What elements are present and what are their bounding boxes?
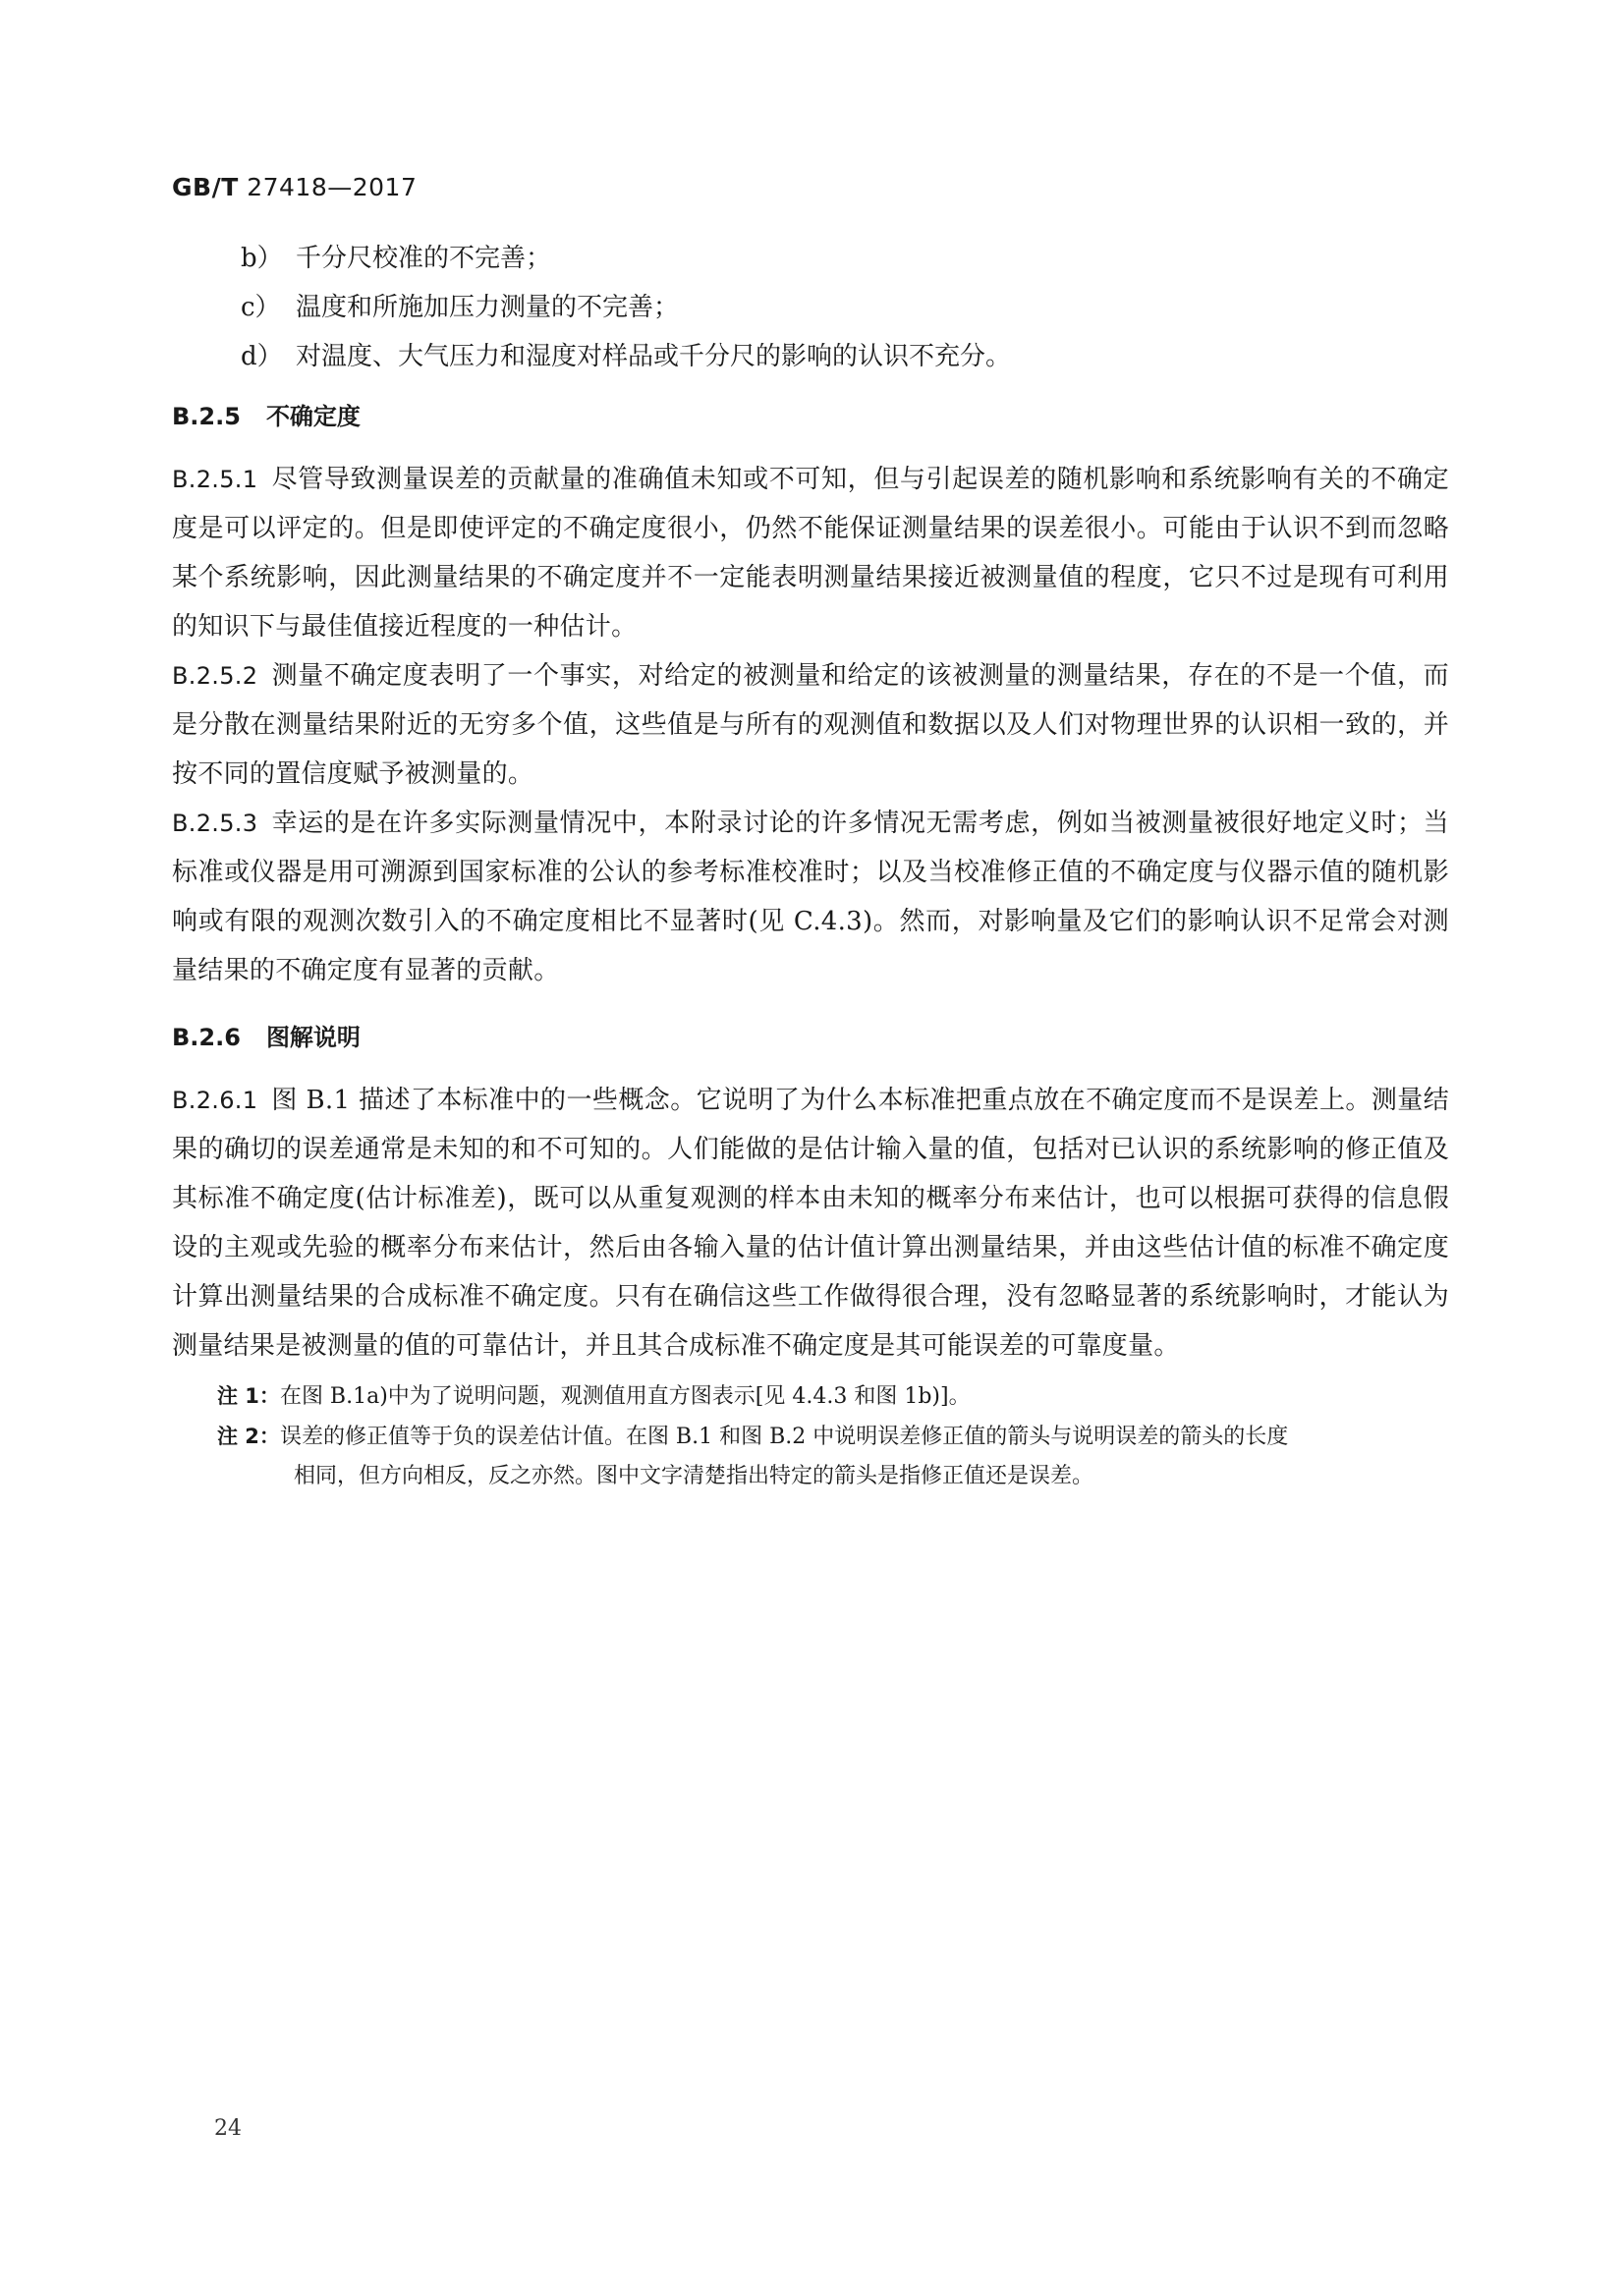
doc-number: 27418—2017 [247, 173, 418, 201]
paragraph-b251 [172, 455, 1449, 651]
document-header [172, 173, 417, 201]
paragraph-number: B.2.5.3 [172, 810, 258, 837]
section-title: 图解说明 [265, 1024, 361, 1051]
list-item [241, 241, 1449, 276]
paragraph-text: 尽管导致测量误差的贡献量的准确值未知或不可知，但与引起误差的随机影响和系统影响有关的不确定度是可以评定的。但是即使评定的不确定度很小，仍然不能保证测量结果的误差很小。可能由于认识不到而忽略某个系统影响，因此测量结果的不确定度并不一定能表明测量结果接近被测量值的程度，它只不过是现有可利用的知识下与最佳值接近程度的一种估计。 [172, 465, 1449, 642]
page-content [172, 241, 1449, 1496]
note-continuation: 相同，但方向相反，反之亦然。图中文字清楚指出特定的箭头是指修正值还是误差。 [294, 1464, 1094, 1488]
note-1 [217, 1376, 1449, 1417]
list-item-text: 温度和所施加压力测量的不完善； [296, 293, 680, 322]
paragraph-b252 [172, 651, 1449, 799]
list-marker: d） [241, 342, 283, 371]
note-text: 误差的修正值等于负的误差估计值。在图 B.1 和图 B.2 中说明误差修正值的箭头与说明误差的箭头的长度 [279, 1425, 1289, 1449]
paragraph-text: 幸运的是在许多实际测量情况中，本附录讨论的许多情况无需考虑，例如当被测量被很好地定义时；当标准或仪器是用可溯源到国家标准的公认的参考标准校准时；以及当校准修正值的不确定度与仪器示值的随机影响或有限的观测次数引入的不确定度相比不显著时(见 C.4.3)。然而，对影响量及它们的影响认识不足常会对测量结果的不确定度有显著的贡献。 [172, 809, 1449, 985]
paragraph-b253 [172, 799, 1449, 995]
doc-prefix: GB/T [172, 173, 239, 201]
note-label: 注 1： [217, 1384, 280, 1408]
paragraph-b261 [172, 1076, 1449, 1371]
section-number: B.2.6 [172, 1024, 241, 1051]
section-title: 不确定度 [265, 403, 361, 430]
section-heading-b26 [172, 1021, 1449, 1054]
list-marker: c） [241, 293, 281, 322]
note-2 [217, 1417, 1449, 1496]
list-item-text: 对温度、大气压力和湿度对样品或千分尺的影响的认识不充分。 [296, 342, 1012, 371]
paragraph-text: 测量不确定度表明了一个事实，对给定的被测量和给定的该被测量的测量结果，存在的不是一个值，而是分散在测量结果附近的无穷多个值，这些值是与所有的观测值和数据以及人们对物理世界的认识相一致的，并按不同的置信度赋予被测量的。 [172, 661, 1449, 789]
paragraph-text: 图 B.1 描述了本标准中的一些概念。它说明了为什么本标准把重点放在不确定度而不是误差上。测量结果的确切的误差通常是未知的和不可知的。人们能做的是估计输入量的值，包括对已认识的系统影响的修正值及其标准不确定度(估计标准差)，既可以从重复观测的样本由未知的概率分布来估计，也可以根据可获得的信息假设的主观或先验的概率分布来估计，然后由各输入量的估计值计算出测量结果，并由这些估计值的标准不确定度计算出测量结果的合成标准不确定度。只有在确信这些工作做得很合理，没有忽略显著的系统影响时，才能认为测量结果是被测量的值的可靠估计，并且其合成标准不确定度是其可能误差的可靠度量。 [172, 1086, 1449, 1361]
paragraph-number: B.2.5.2 [172, 662, 258, 690]
section-number: B.2.5 [172, 403, 241, 430]
list-marker: b） [241, 244, 283, 273]
paragraph-number: B.2.6.1 [172, 1087, 258, 1114]
note-text: 在图 B.1a)中为了说明问题，观测值用直方图表示[见 4.4.3 和图 1b)]。 [279, 1384, 971, 1409]
cause-list [172, 241, 1449, 374]
paragraph-number: B.2.5.1 [172, 466, 258, 493]
section-heading-b25 [172, 400, 1449, 433]
list-item [241, 339, 1449, 374]
note-label: 注 2： [217, 1425, 280, 1448]
page-number: 24 [214, 2116, 242, 2141]
list-item [241, 290, 1449, 325]
list-item-text: 千分尺校准的不完善； [296, 244, 552, 273]
